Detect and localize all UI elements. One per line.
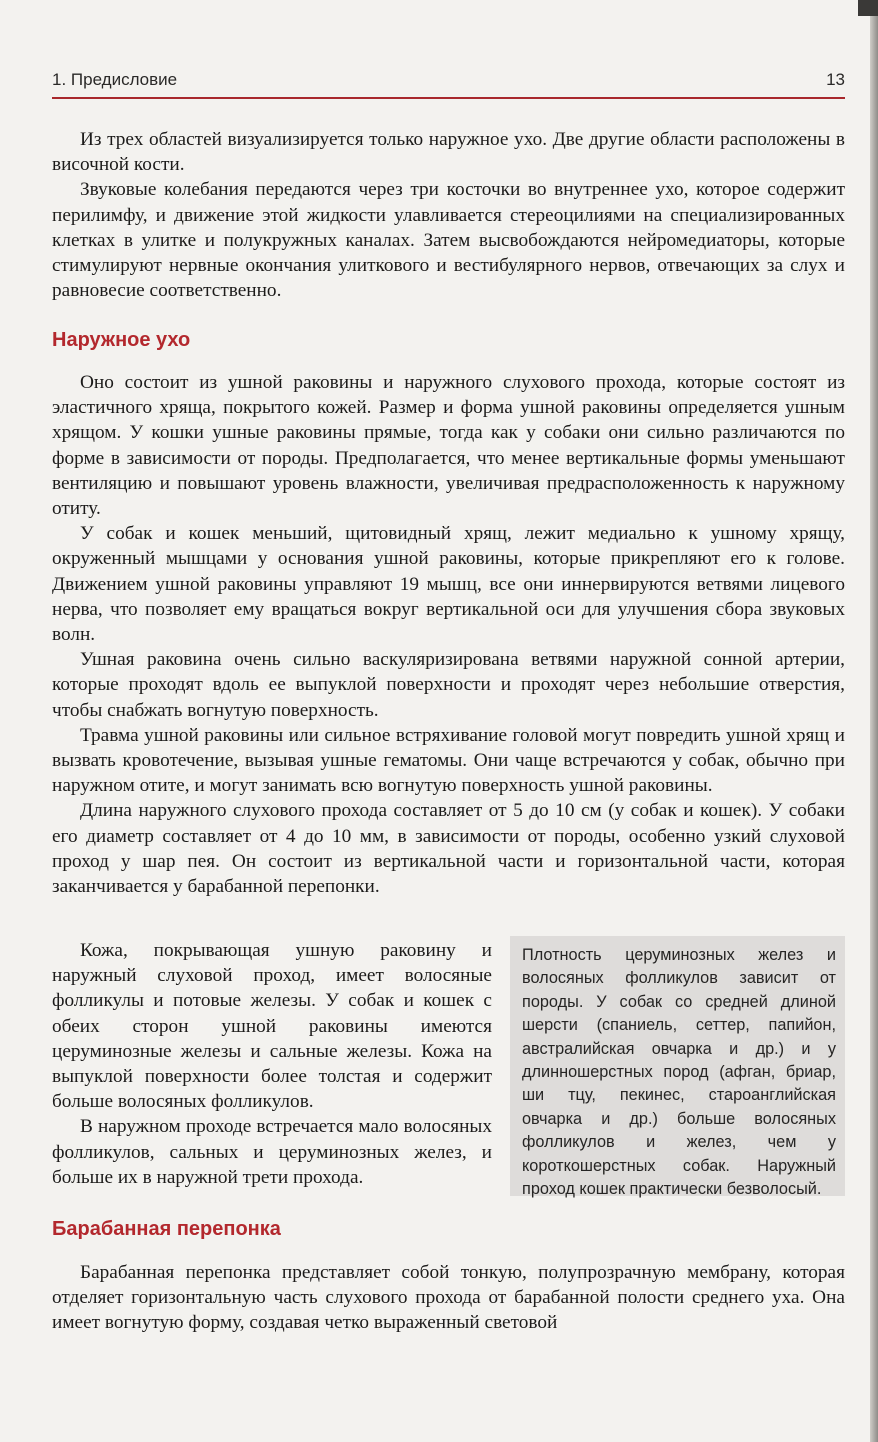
paragraph: Кожа, покрывающая ушную раковину и наружный слуховой проход, имеет волосяные фолликулы и потовые железы. У собак и кошек с обеих сторон ушной раковины имеются церуминозные железы и сальные железы. Кожа на выпуклой поверхности более толстая и содержит больше волосяных фолликулов. xyxy=(52,940,492,1113)
paragraph: В наружном проходе встречается мало волосяных фолликулов, сальных и церуминозных желез, и больше их в наружной трети прохода. xyxy=(52,1116,492,1188)
paragraph: У собак и кошек меньший, щитовидный хрящ, лежит медиально к ушному хрящу, окруженный мышцами у основания ушной раковины, которые прикрепляют его к голове. Движением ушной раковины управляют 19 мышц, все они иннервируются ветвями лицевого нерва, что позволяет ему вращаться вокруг вертикальной оси для улучшения сбора звуковых волн. xyxy=(52,523,845,646)
page-number: 13 xyxy=(826,70,845,89)
paragraph: Ушная раковина очень сильно васкуляризирована ветвями наружной сонной артерии, которые проходят вдоль ее выпуклой поверхности и проходят через небольшие отверстия, чтобы снабжать вогнутую поверхность. xyxy=(52,649,845,721)
page-edge-shadow xyxy=(870,0,878,1442)
outer-ear-text-left-column xyxy=(52,938,492,1190)
section-heading-eardrum: Барабанная перепонка xyxy=(52,1218,281,1240)
paragraph: Оно состоит из ушной раковины и наружного слухового прохода, которые состоят из эластичного хряща, покрытого кожей. Размер и форма ушной раковины определяется ушным хрящом. У кошки ушные раковины прямые, тогда как у собаки они сильно различаются по форме в зависимости от породы. Предполагается, что менее вертикальные формы уменьшают вентиляцию и повышают уровень влажности, увеличивая предрасположенность к наружному отиту. xyxy=(52,372,845,520)
paragraph: Длина наружного слухового прохода составляет от 5 до 10 см (у собак и кошек). У собаки его диаметр составляет от 4 до 10 мм, в зависимости от породы, особенно узкий слуховой проход у шар пея. Он состоит из вертикальной части и горизонтальной части, которая заканчивается у барабанной перепонки. xyxy=(52,800,845,898)
outer-ear-text xyxy=(52,370,845,899)
chapter-title: 1. Предисловие xyxy=(52,70,178,89)
intro-text xyxy=(52,127,845,303)
running-header xyxy=(52,68,845,98)
paragraph: Барабанная перепонка представляет собой тонкую, полупрозрачную мембрану, которая отделяет горизонтальную часть слухового прохода от барабанной полости среднего уха. Она имеет вогнутую форму, создавая четко выраженный световой xyxy=(52,1262,845,1334)
sidebar-note: Плотность церуминозных желез и волосяных фолликулов зависит от породы. У собак со средней длиной шерсти (спаниель, сеттер, папийон, австралийская овчарка и др.) и у длинношерстных пород (афган, бриар, ши тцу, пекинес, староанглийская овчарка и др.) больше волосяных фолликулов и желез, чем у короткошерстных собак. Наружный проход кошек практически безволосый. xyxy=(510,936,845,1196)
paragraph: Из трех областей визуализируется только наружное ухо. Две другие области расположены в височной кости. xyxy=(52,129,845,176)
page-corner xyxy=(858,0,878,16)
paragraph: Травма ушной раковины или сильное встряхивание головой могут повредить ушной хрящ и вызвать кровотечение, вызывая ушные гематомы. Они чаще встречаются у собак, обычно при наружном отите, и могут занимать всю вогнутую поверхность ушной раковины. xyxy=(52,724,845,797)
header-rule xyxy=(52,97,845,99)
paragraph: Звуковые колебания передаются через три косточки во внутреннее ухо, которое содержит перилимфу, и движение этой жидкости улавливается стереоцилиями на специализированных клетках в улитке и полукружных каналах. Затем высвобождаются нейромедиаторы, которые стимулируют нервные окончания улиткового и вестибулярного нервов, отвечающих за слух и равновесие соответственно. xyxy=(52,179,845,302)
eardrum-text xyxy=(52,1260,845,1336)
section-heading-outer-ear: Наружное ухо xyxy=(52,329,191,351)
